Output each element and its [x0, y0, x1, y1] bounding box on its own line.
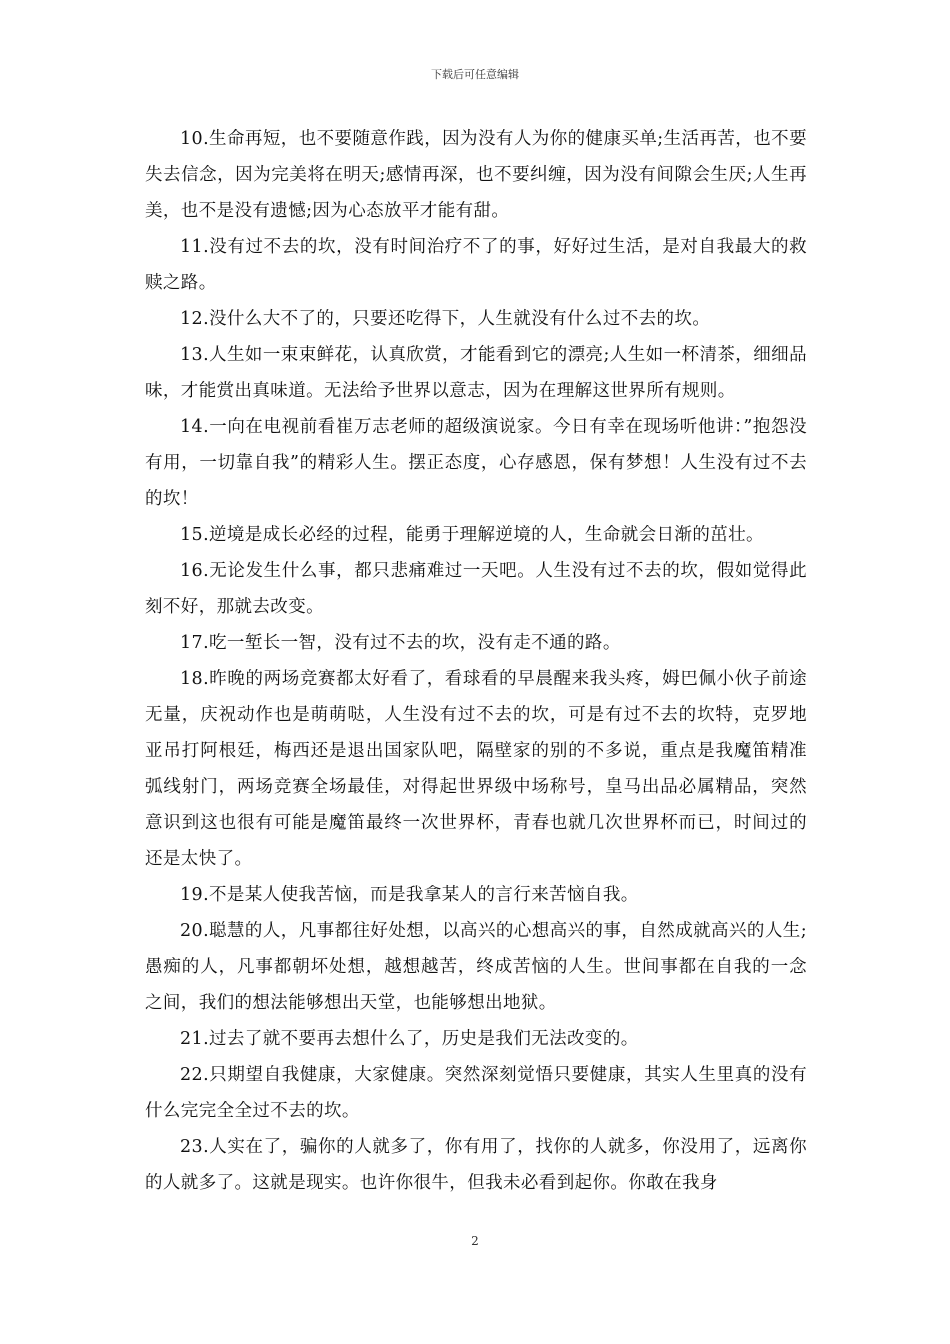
paragraph-22: 22.只期望自我健康，大家健康。突然深刻觉悟只要健康，其实人生里真的没有什么完完全全过不去的坎。	[145, 1065, 807, 1121]
paragraph-20: 20.聪慧的人，凡事都往好处想，以高兴的心想高兴的事，自然成就高兴的人生;愚痴的人，凡事都朝坏处想，越想越苦，终成苦恼的人生。世间事都在自我的一念之间，我们的想法能够想出天堂，也能够想出地狱。	[145, 921, 807, 1013]
paragraph-16: 16.无论发生什么事，都只悲痛难过一天吧。人生没有过不去的坎，假如觉得此刻不好，那就去改变。	[145, 561, 807, 617]
paragraph-13: 13.人生如一束束鲜花，认真欣赏，才能看到它的漂亮;人生如一杯清茶，细细品味，才能赏出真味道。无法给予世界以意志，因为在理解这世界所有规则。	[145, 345, 807, 401]
page-number: 2	[471, 1234, 479, 1248]
paragraph-18: 18.昨晚的两场竞赛都太好看了，看球看的早晨醒来我头疼，姆巴佩小伙子前途无量，庆祝动作也是萌萌哒，人生没有过不去的坎，可是有过不去的坎特，克罗地亚吊打阿根廷，梅西还是退出国家队吧，隔壁家的别的不多说，重点是我魔笛精准弧线射门，两场竞赛全场最佳，对得起世界级中场称号，皇马出品必属精品，突然意识到这也很有可能是魔笛最终一次世界杯，青春也就几次世界杯而已，时间过的还是太快了。	[145, 669, 807, 869]
paragraph-23: 23.人实在了，骗你的人就多了，你有用了，找你的人就多，你没用了，远离你的人就多了。这就是现实。也许你很牛，但我未必看到起你。你敢在我身	[145, 1137, 807, 1193]
document-body	[145, 121, 807, 1201]
paragraph-10: 10.生命再短，也不要随意作践，因为没有人为你的健康买单;生活再苦，也不要失去信念，因为完美将在明天;感情再深，也不要纠缠，因为没有间隙会生厌;人生再美，也不是没有遗憾;因为心态放平才能有甜。	[145, 129, 807, 221]
paragraph-12: 12.没什么大不了的，只要还吃得下，人生就没有什么过不去的坎。	[180, 309, 711, 329]
paragraph-17: 17.吃一堑长一智，没有过不去的坎，没有走不通的路。	[180, 633, 621, 653]
paragraph-14: 14.一向在电视前看崔万志老师的超级演说家。今日有幸在现场听他讲：”抱怨没有用，一切靠自我”的精彩人生。摆正态度，心存感恩，保有梦想！人生没有过不去的坎！	[145, 417, 807, 509]
paragraph-19: 19.不是某人使我苦恼，而是我拿某人的言行来苦恼自我。	[180, 885, 639, 905]
paragraph-21: 21.过去了就不要再去想什么了，历史是我们无法改变的。	[180, 1029, 639, 1049]
paragraph-15: 15.逆境是成长必经的过程，能勇于理解逆境的人，生命就会日渐的茁壮。	[180, 525, 764, 545]
page-header: 下载后可任意编辑	[431, 68, 519, 81]
paragraph-11: 11.没有过不去的坎，没有时间治疗不了的事，好好过生活，是对自我最大的救赎之路。	[145, 237, 807, 293]
